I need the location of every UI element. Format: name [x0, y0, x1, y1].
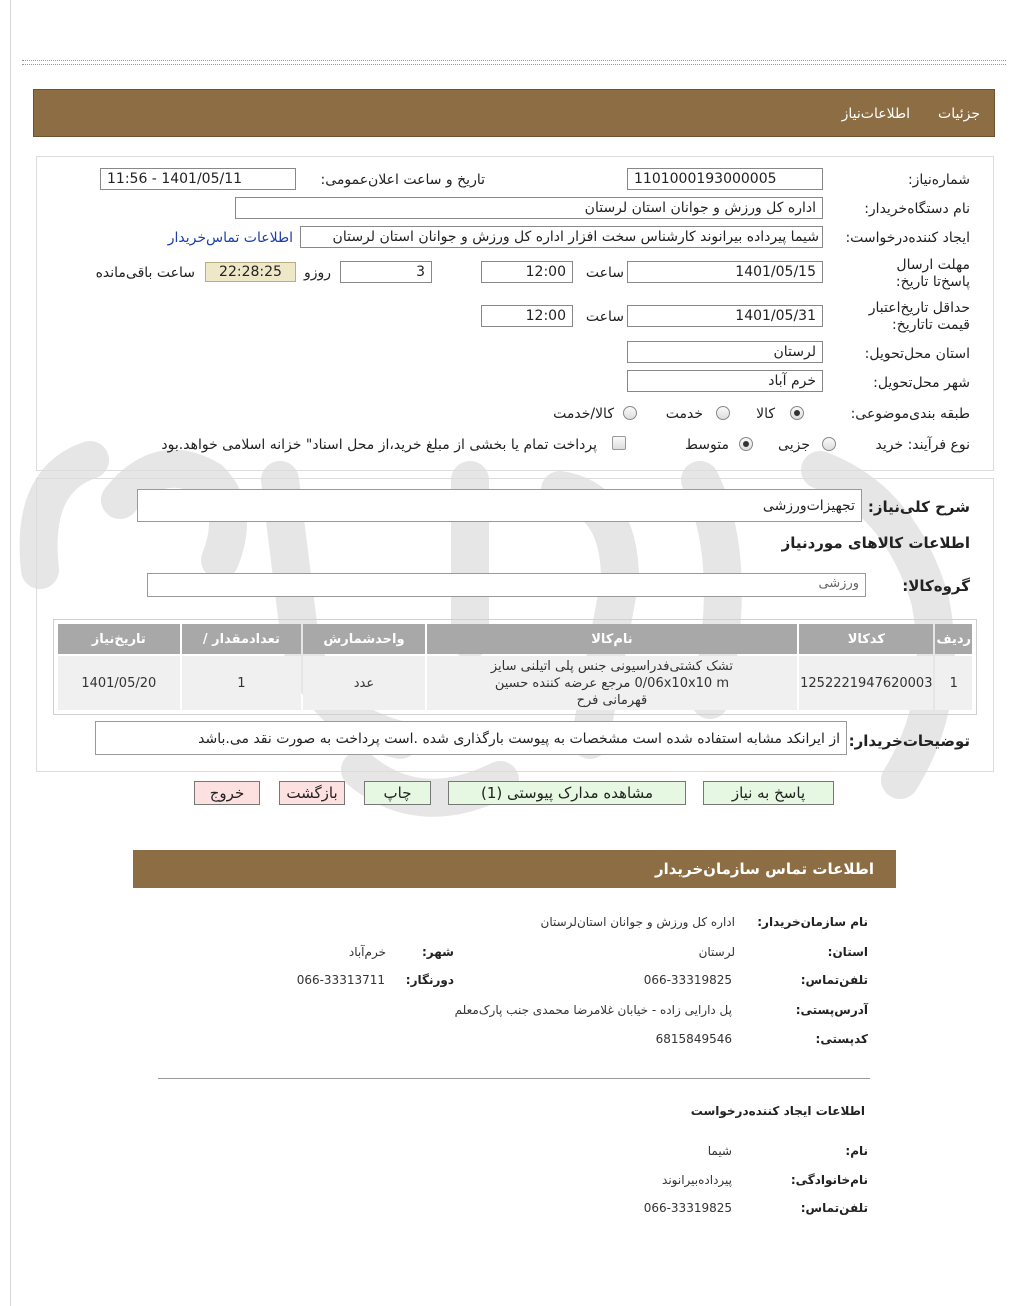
- category-goods-radio[interactable]: [790, 406, 804, 420]
- cell-date: 1401/05/20: [58, 656, 180, 710]
- days-field: 3: [340, 261, 432, 283]
- goods-group-field: ورزشی: [147, 573, 866, 597]
- cell-unit: عدد: [303, 656, 425, 710]
- org-label: نام سازمان‌خریدار:: [757, 915, 868, 929]
- col-date: تاریخ‌نیاز: [58, 624, 180, 654]
- exit-button[interactable]: خروج: [194, 781, 260, 805]
- contact-province-value: لرستان: [698, 945, 735, 959]
- city-label: شهر محل‌تحویل:: [873, 375, 970, 391]
- address-label: آدرس‌پستی:: [795, 1003, 868, 1017]
- category-service-label: خدمت: [665, 406, 703, 422]
- top-divider-2: [22, 64, 1006, 65]
- tab-need-info[interactable]: اطلاعات‌نیاز: [841, 106, 910, 122]
- buyer-contact-title: اطلاعات تماس سازمان‌خریدار: [654, 860, 874, 878]
- process-medium-label: متوسط: [685, 437, 729, 453]
- fax-value: 066-33313711: [296, 973, 385, 987]
- col-code: کدکالا: [799, 624, 933, 654]
- description-field: تجهیزات‌ورزشی: [137, 489, 862, 522]
- province-label: استان محل‌تحویل:: [864, 346, 970, 362]
- buyer-notes-field: از ایرانکد مشابه استفاده شده است مشخصات به پیوست بارگذاری شده .است پرداخت به صورت نقد می.باشد: [95, 721, 847, 755]
- process-label: نوع فرآیند: خرید: [875, 437, 970, 453]
- days-label: روزو: [303, 265, 331, 281]
- contact-city-label: شهر:: [422, 945, 454, 959]
- creator-phone-label: تلفن‌تماس:: [800, 1201, 868, 1215]
- phone-label: تلفن‌تماس:: [800, 973, 868, 987]
- category-goods-label: کالا: [756, 406, 775, 422]
- goods-group-label: گروه‌کالا:: [902, 577, 970, 595]
- treasury-payment-label: پرداخت تمام یا بخشی از مبلغ خرید،از محل اسناد" خزانه اسلامی خواهد.بود: [161, 437, 597, 453]
- phone-value: 066-33319825: [643, 973, 732, 987]
- creator-phone-value: 066-33319825: [643, 1201, 732, 1215]
- description-label: شرح کلی‌نیاز:: [867, 498, 970, 516]
- table-row: [58, 656, 972, 710]
- creator-info-title: اطلاعات ایجاد کننده‌درخواست: [690, 1104, 865, 1118]
- items-table: [56, 622, 974, 712]
- validity-date-field: 1401/05/31: [627, 305, 823, 327]
- deadline-time-label: ساعت: [585, 265, 624, 281]
- process-medium-radio[interactable]: [739, 437, 753, 451]
- tab-details[interactable]: جزئیات: [938, 106, 980, 122]
- treasury-payment-checkbox[interactable]: [612, 436, 626, 450]
- process-minor-label: جزیی: [778, 437, 810, 453]
- col-name: نام‌کالا: [427, 624, 797, 654]
- postal-value: 6815849546: [655, 1032, 732, 1046]
- buyer-contact-link[interactable]: اطلاعات تماس‌خریدار: [167, 230, 293, 246]
- cell-qty: 1: [182, 656, 302, 710]
- creator-name-label: نام:: [845, 1144, 868, 1158]
- fax-label: دورنگار:: [405, 973, 454, 987]
- creator-family-value: پیرداده‌بیرانوند: [662, 1173, 732, 1187]
- cell-row: 1: [935, 656, 972, 710]
- category-service-radio[interactable]: [716, 406, 730, 420]
- contact-city-value: خرم‌آباد: [348, 945, 386, 959]
- col-qty: تعدادمقدار /: [182, 624, 302, 654]
- announce-field: 1401/05/11 - 11:56: [100, 168, 296, 190]
- validity-label: حداقل تاریخ‌اعتبار قیمت تا‌تاریخ:: [868, 300, 970, 333]
- items-title: اطلاعات کالاهای موردنیاز: [781, 534, 970, 552]
- process-minor-radio[interactable]: [822, 437, 836, 451]
- table-header-row: [58, 624, 972, 654]
- header-banner: [33, 89, 995, 137]
- province-field: لرستان: [627, 341, 823, 363]
- creator-label: ایجاد کننده‌درخواست:: [845, 230, 970, 246]
- view-attachments-button[interactable]: مشاهده مدارک پیوستی (1): [448, 781, 686, 805]
- deadline-time-field: 12:00: [481, 261, 573, 283]
- reply-button[interactable]: پاسخ به نیاز: [703, 781, 834, 805]
- page-left-border: [10, 0, 11, 1306]
- creator-name-value: شیما: [707, 1144, 732, 1158]
- validity-time-field: 12:00: [481, 305, 573, 327]
- city-field: خرم آباد: [627, 370, 823, 392]
- print-button[interactable]: چاپ: [364, 781, 431, 805]
- back-button[interactable]: بازگشت: [279, 781, 345, 805]
- category-both-radio[interactable]: [623, 406, 637, 420]
- deadline-date-field: 1401/05/15: [627, 261, 823, 283]
- category-label: طبقه بندی‌موضوعی:: [850, 406, 970, 422]
- contact-province-label: استان:: [827, 945, 868, 959]
- col-unit: واحدشمارش: [303, 624, 425, 654]
- contact-divider: [158, 1078, 870, 1079]
- buyer-contact-banner: [133, 850, 896, 888]
- top-divider: [22, 60, 1006, 61]
- deadline-label: مهلت ارسال پاسخ‌تا تاریخ:: [895, 257, 970, 290]
- category-both-label: کالا/خدمت: [553, 406, 614, 422]
- need-number-field: 1101000193000005: [627, 168, 823, 190]
- remaining-label: ساعت باقی‌مانده: [95, 265, 195, 281]
- remaining-timer: 22:28:25: [205, 262, 296, 282]
- address-value: پل دارایی زاده - خیابان غلامرضا محمدی جنب پارک‌معلم: [454, 1003, 732, 1017]
- need-number-label: شماره‌نیاز:: [907, 172, 970, 188]
- validity-time-label: ساعت: [585, 309, 624, 325]
- buyer-notes-label: توضیحات‌خریدار:: [848, 732, 970, 750]
- org-value: اداره کل ورزش و جوانان استان‌لرستان: [540, 915, 735, 929]
- announce-label: تاریخ و ساعت اعلان‌عمومی:: [320, 172, 485, 188]
- buyer-org-label: نام دستگاه‌خریدار:: [864, 201, 970, 217]
- col-row: ردیف: [935, 624, 972, 654]
- creator-field: شیما پیرداده بیرانوند کارشناس سخت افزار اداره کل ورزش و جوانان استان لرستان: [300, 226, 823, 248]
- cell-name: تشک کشتی‌فدراسیونی جنس پلی اتیلنی سایز 0/06x10x10 m مرجع عرضه کننده حسین قهرمانی فرح: [427, 656, 797, 710]
- cell-code: 1252221947620003: [799, 656, 933, 710]
- creator-family-label: نام‌خانوادگی:: [790, 1173, 868, 1187]
- postal-label: کد‌پستی:: [815, 1032, 868, 1046]
- buyer-org-field: اداره کل ورزش و جوانان استان لرستان: [235, 197, 823, 219]
